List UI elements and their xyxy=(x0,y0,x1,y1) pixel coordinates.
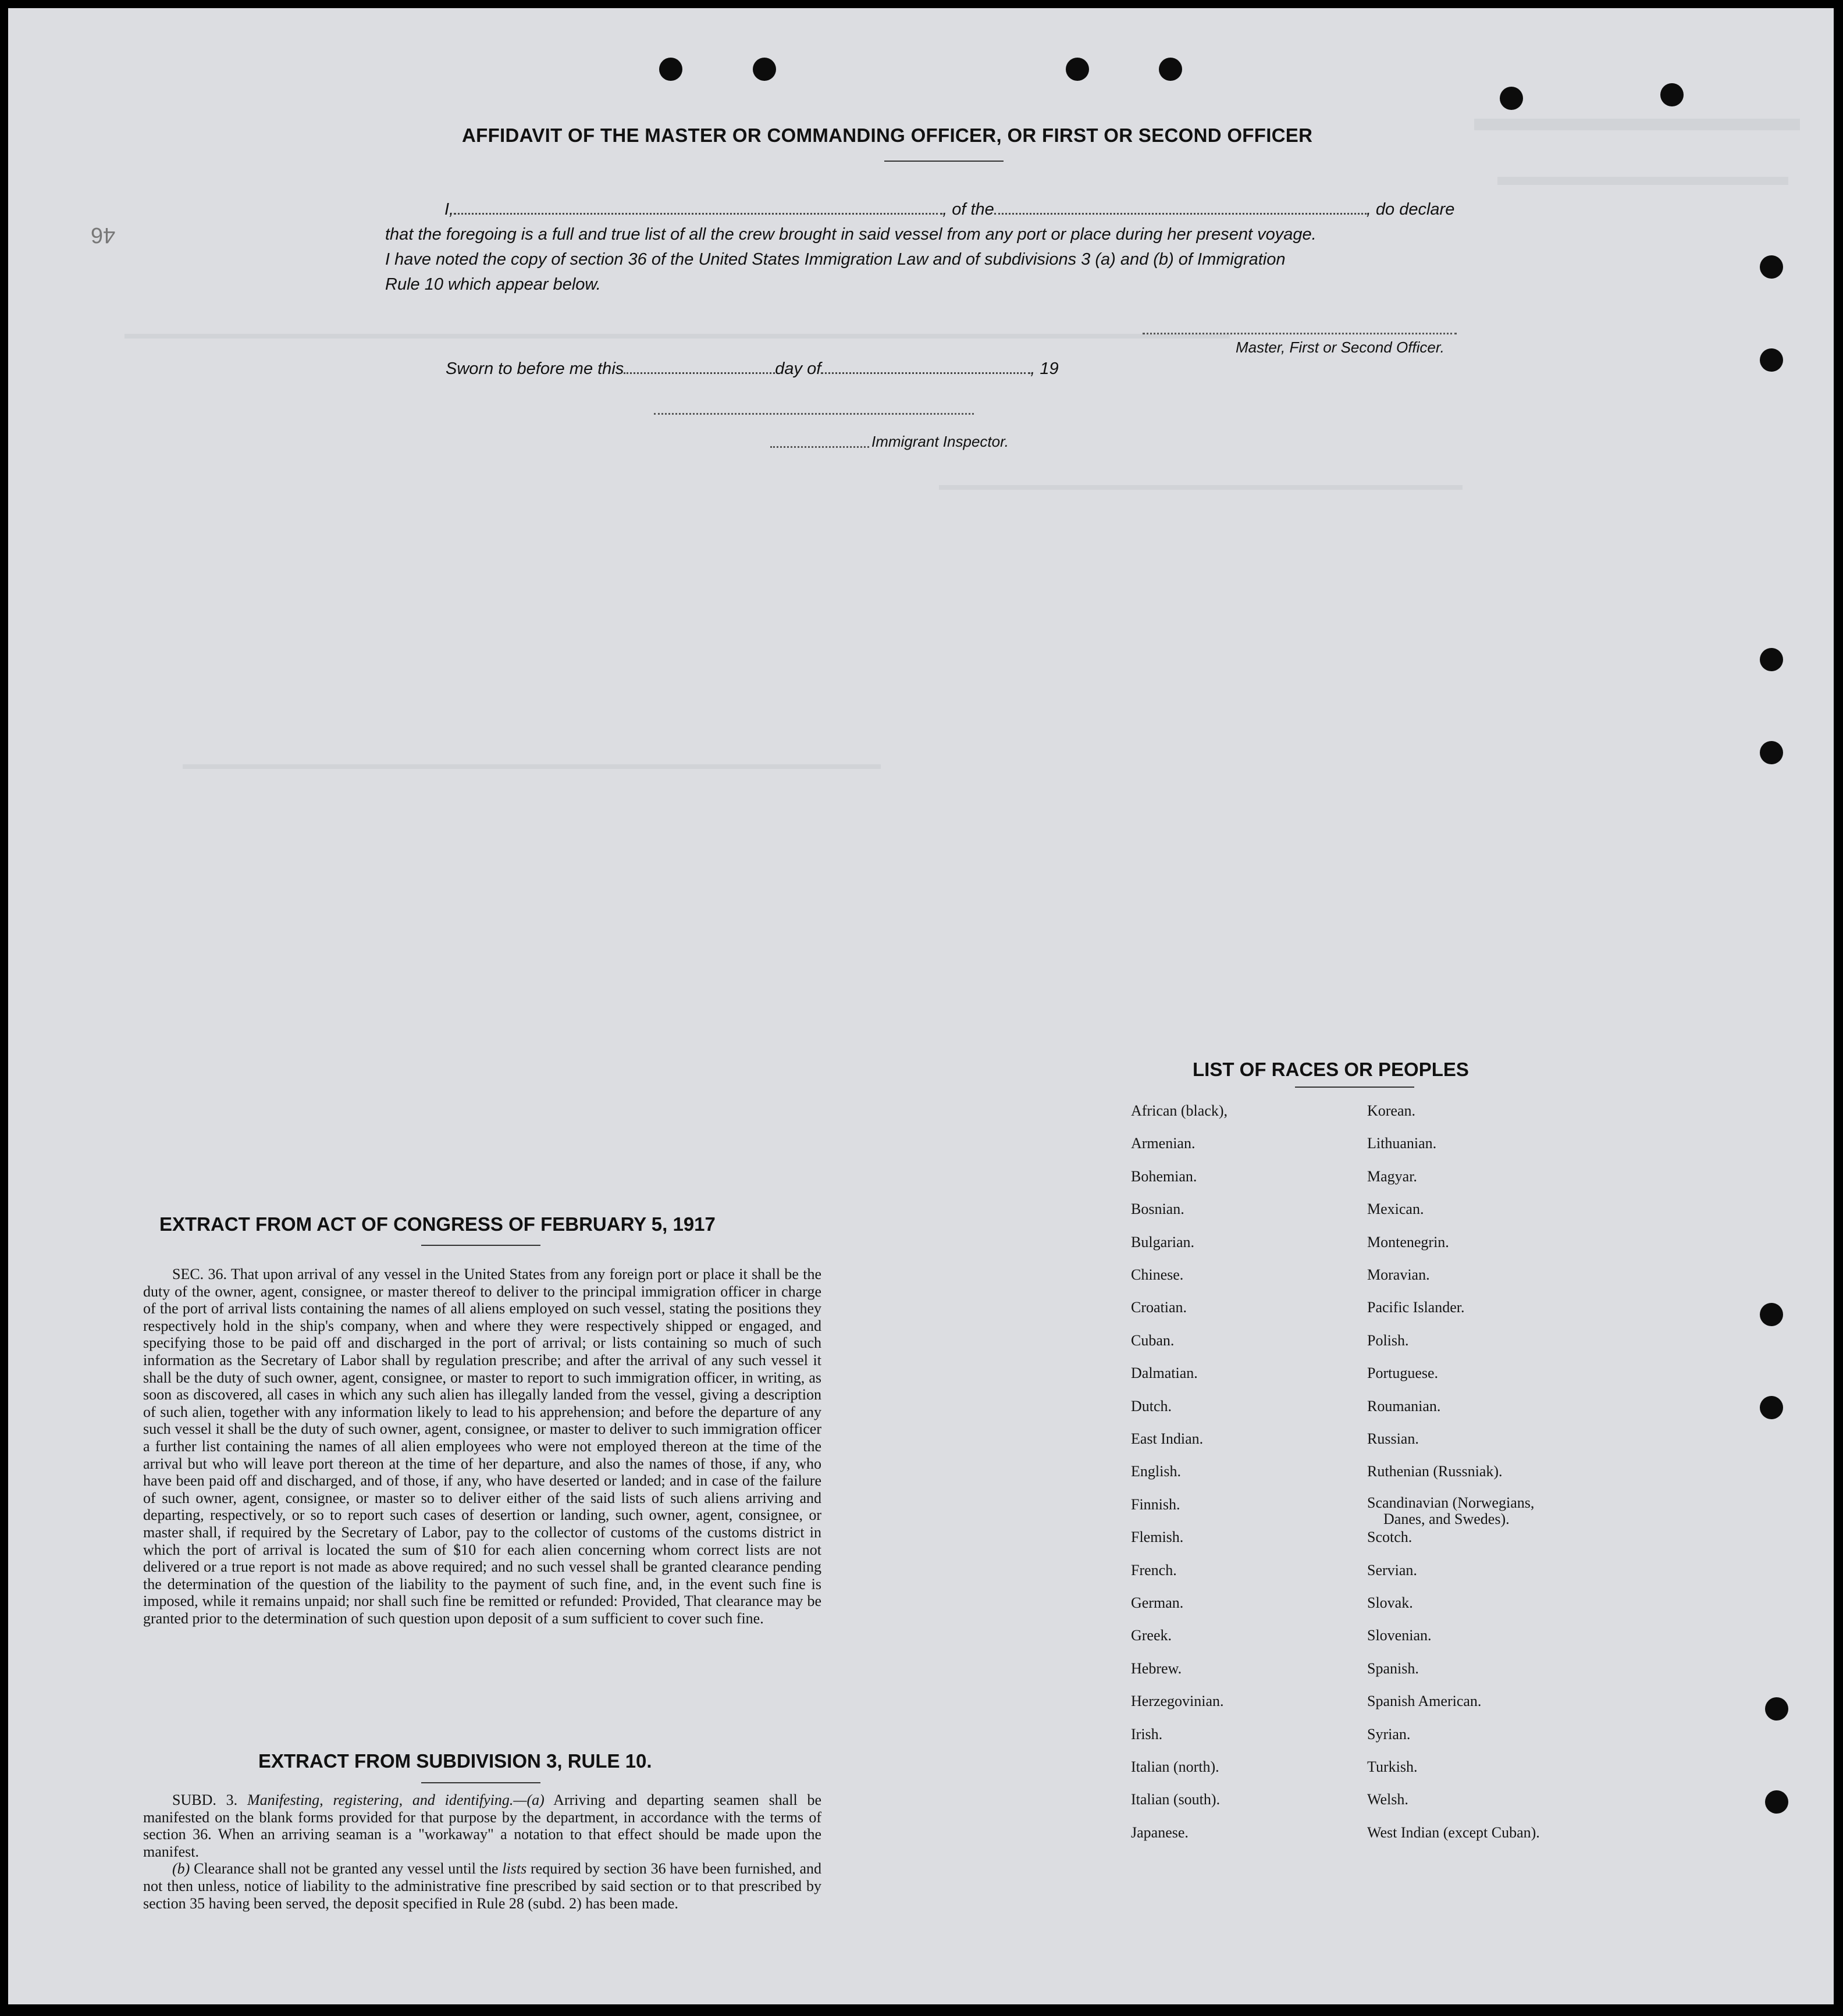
subd-3-a-paragraph xyxy=(143,1791,821,1860)
sworn-line xyxy=(446,359,1059,379)
race-item: English. xyxy=(1131,1463,1181,1480)
punch-hole xyxy=(1066,58,1089,81)
vessel-blank xyxy=(994,212,1367,215)
race-item-continuation: Danes, and Swedes). xyxy=(1383,1511,1510,1527)
punch-hole xyxy=(1760,1303,1783,1326)
punch-hole xyxy=(1760,1396,1783,1419)
race-item: Bosnian. xyxy=(1131,1201,1184,1217)
para-b-label: (b) xyxy=(172,1860,190,1878)
race-item: Greek. xyxy=(1131,1627,1172,1644)
sworn-prefix: Sworn to before me this xyxy=(446,359,624,378)
race-item: Scandinavian (Norwegians, xyxy=(1367,1494,1535,1511)
inspector-label: Immigrant Inspector. xyxy=(871,433,1009,450)
extract-act-title: EXTRACT FROM ACT OF CONGRESS OF FEBRUARY 5, 1917 xyxy=(159,1213,716,1235)
inspector-signature-line xyxy=(654,412,974,415)
para-b-text-1: Clearance shall not be granted any vessel until the xyxy=(194,1860,499,1878)
day-of-label: day of xyxy=(775,359,821,378)
subd-heading: Manifesting, registering, and identifying.—(a) xyxy=(247,1791,545,1808)
race-item: Italian (south). xyxy=(1131,1791,1221,1808)
race-item: Welsh. xyxy=(1367,1791,1408,1808)
races-title: LIST OF RACES OR PEOPLES xyxy=(1193,1059,1469,1080)
affidavit-line-1 xyxy=(444,200,1454,219)
race-item: Ruthenian (Russniak). xyxy=(1367,1463,1503,1480)
punch-hole xyxy=(1760,348,1783,372)
punch-hole xyxy=(1760,741,1783,764)
extract-rule-underline xyxy=(421,1782,540,1783)
race-item: Japanese. xyxy=(1131,1824,1189,1841)
race-item: Spanish American. xyxy=(1367,1693,1482,1709)
affidavit-i-label: I, xyxy=(444,200,454,219)
subd-label: SUBD. 3. xyxy=(172,1791,238,1808)
extract-act-underline xyxy=(421,1245,540,1246)
race-item: Polish. xyxy=(1367,1332,1409,1349)
punch-hole xyxy=(1765,1790,1788,1814)
race-item: Roumanian. xyxy=(1367,1398,1441,1415)
bleed-through-band xyxy=(183,764,881,769)
para-a-text: Arriving and departing seamen shall be manifested on the blank forms provided for that purpose by the department, in accordance with the terms of section 36. When an arriving seaman is a "workaway" a notation to that effect should be made upon the manifest. xyxy=(143,1791,822,1860)
race-item: Croatian. xyxy=(1131,1299,1187,1316)
race-item: Flemish. xyxy=(1131,1529,1184,1545)
punch-hole xyxy=(1660,83,1684,106)
para-b-lists: lists xyxy=(502,1860,527,1878)
punch-hole xyxy=(659,58,682,81)
race-item: Armenian. xyxy=(1131,1135,1196,1152)
race-item: East Indian. xyxy=(1131,1430,1204,1447)
race-item: Hebrew. xyxy=(1131,1660,1182,1677)
race-item: Dalmatian. xyxy=(1131,1365,1198,1381)
bleed-through-band xyxy=(124,334,1230,339)
punch-hole xyxy=(1159,58,1182,81)
race-item: Magyar. xyxy=(1367,1168,1417,1185)
race-item: Turkish. xyxy=(1367,1758,1418,1775)
affidavit-line-3: I have noted the copy of section 36 of the United States Immigration Law and of subdivisions 3 (a) and (b) of Immigration xyxy=(385,250,1286,269)
affidavit-line-2: that the foregoing is a full and true list of all the crew brought in said vessel from any port or place during her present voyage. xyxy=(385,225,1317,244)
punch-hole xyxy=(1760,255,1783,279)
document-page xyxy=(8,8,1834,2004)
master-signature-line xyxy=(1143,332,1457,334)
punch-hole xyxy=(1500,87,1523,110)
bleed-through-band xyxy=(1474,119,1800,130)
section-36-paragraph: SEC. 36. That upon arrival of any vessel in the United States from any foreign port or place it shall be the duty of the owner, agent, consignee, or master thereof to deliver to the principal immigration officer in charge of the port of arrival lists containing the names of all aliens employed on such vessel, stating the positions they respectively hold in the ship's company, when and where they were respectively shipped or engaged, and specifying those to be paid off and discharged in the port of arrival; or lists containing so much of such information as the Secretary of Labor shall by regulation prescribe; and after the arrival of any such vessel it shall be the duty of such owner, agent, consignee, or master to report to such immigration officer, in writing, as soon as discovered, all cases in which any such alien has illegally landed from the vessel, giving a description of such alien, together with any information likely to lead to his apprehension; and before the departure of any such vessel it shall be the duty of such owner, agent, consignee, or master to deliver to such immigration officer a further list containing the names of all alien employees who were not employed thereon at the time of the arrival but who will leave port thereon at the time of her departure, and also the names of those, if any, who have been paid off and discharged, and of those, if any, who have deserted or landed; and in case of the failure of such owner, agent, consignee, or master so to deliver either of the said lists of such aliens arriving and departing, respectively, or so to report such cases of desertion or landing, such owner, agent, consignee, or master shall, if required by the Secretary of Labor, pay to the collector of customs of the customs district in which the port of arrival is located the sum of $10 for each alien concerning whom correct lists are not delivered or a true report is not made as above required; and no such vessel shall be granted clearance pending the determination of the question of the liability to the payment of such fine, and, in the event such fine is imposed, while it remains unpaid; nor shall such fine be remitted or refunded: Provided, That clearance may be granted prior to the determination of such question upon deposit of a sum sufficient to cover such fine. xyxy=(143,1266,821,1627)
race-item: Cuban. xyxy=(1131,1332,1175,1349)
race-item: Bohemian. xyxy=(1131,1168,1197,1185)
race-item: Scotch. xyxy=(1367,1529,1413,1545)
race-item: Syrian. xyxy=(1367,1726,1411,1743)
race-item: Dutch. xyxy=(1131,1398,1172,1415)
race-item: Portuguese. xyxy=(1367,1365,1439,1381)
punch-hole xyxy=(1765,1697,1788,1721)
race-item: German. xyxy=(1131,1594,1184,1611)
subd-3-b-paragraph xyxy=(143,1860,821,1912)
races-right-column xyxy=(1367,1103,1670,1853)
race-item: Russian. xyxy=(1367,1430,1419,1447)
race-item: French. xyxy=(1131,1562,1177,1579)
race-item: Korean. xyxy=(1367,1102,1416,1119)
race-item: Finnish. xyxy=(1131,1496,1180,1513)
race-item: Montenegrin. xyxy=(1367,1234,1449,1251)
bleed-through-band xyxy=(939,485,1463,490)
race-item: Moravian. xyxy=(1367,1266,1430,1283)
race-item: Lithuanian. xyxy=(1367,1135,1437,1152)
race-item: Slovenian. xyxy=(1367,1627,1432,1644)
race-item: Servian. xyxy=(1367,1562,1417,1579)
races-underline xyxy=(1295,1087,1414,1088)
race-item: Bulgarian. xyxy=(1131,1234,1195,1251)
name-blank xyxy=(454,212,942,215)
declare-label: , do declare xyxy=(1366,200,1455,219)
inspector-prefix-line xyxy=(770,446,869,448)
punch-hole xyxy=(753,58,776,81)
bleed-through-band xyxy=(1497,177,1788,185)
races-left-column xyxy=(1131,1103,1364,1853)
day-blank xyxy=(624,372,775,374)
race-item: Irish. xyxy=(1131,1726,1163,1743)
race-item: Spanish. xyxy=(1367,1660,1419,1677)
race-item: Slovak. xyxy=(1367,1594,1413,1611)
year-label: , 19 xyxy=(1030,359,1059,378)
month-blank xyxy=(821,372,1030,374)
master-signature-label: Master, First or Second Officer. xyxy=(1236,339,1444,356)
race-item: African (black), xyxy=(1131,1102,1228,1119)
race-item: West Indian (except Cuban). xyxy=(1367,1824,1540,1841)
margin-note: 46 xyxy=(91,223,116,247)
affidavit-line-4: Rule 10 which appear below. xyxy=(385,275,601,294)
title-underline xyxy=(884,161,1004,162)
race-item: Herzegovinian. xyxy=(1131,1693,1224,1709)
of-the-label: , of the xyxy=(942,200,994,219)
extract-rule-title: EXTRACT FROM SUBDIVISION 3, RULE 10. xyxy=(258,1750,652,1772)
race-item: Italian (north). xyxy=(1131,1758,1219,1775)
race-item: Pacific Islander. xyxy=(1367,1299,1465,1316)
extract-rule-text xyxy=(143,1791,821,1912)
extract-act-text xyxy=(143,1266,821,1627)
race-item: Chinese. xyxy=(1131,1266,1184,1283)
affidavit-title: AFFIDAVIT OF THE MASTER OR COMMANDING OFFICER, OR FIRST OR SECOND OFFICER xyxy=(462,124,1313,146)
punch-hole xyxy=(1760,648,1783,671)
para-b-text-2: required by section 36 have been furnished, and not then unless, notice of liability to the administrative fine prescribed by said section or to that prescribed by section 35 having been served, the deposit specified in Rule 28 (subd. 2) has been made. xyxy=(143,1860,822,1912)
race-item: Mexican. xyxy=(1367,1201,1424,1217)
